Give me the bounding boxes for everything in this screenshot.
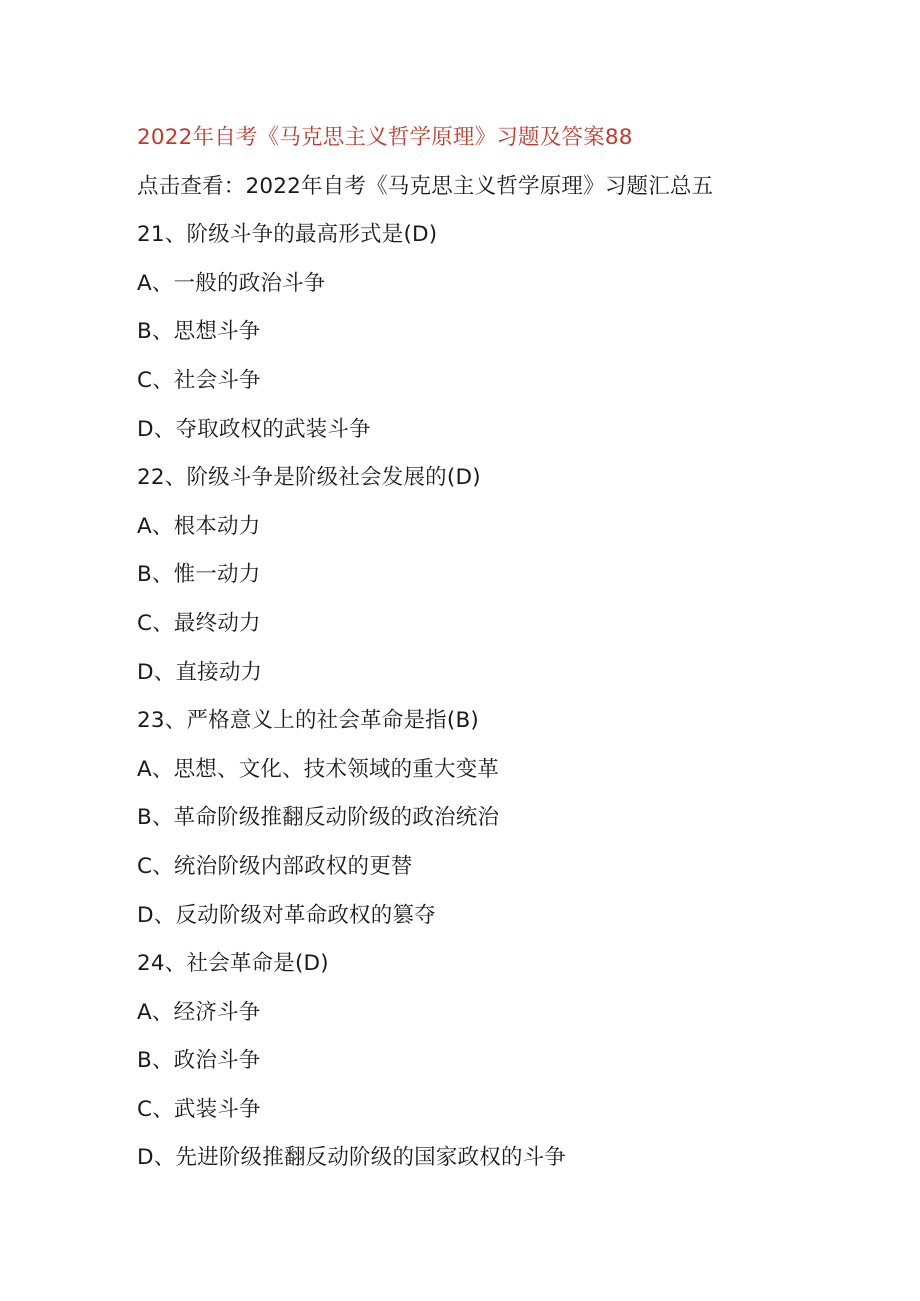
question-stem: 23、严格意义上的社会革命是指(B): [137, 708, 479, 734]
option-c: C、社会斗争: [137, 367, 261, 393]
option-c: C、武装斗争: [137, 1096, 261, 1122]
question-22: [137, 454, 877, 697]
option-a: A、根本动力: [137, 513, 261, 539]
option-d: D、夺取政权的武装斗争: [137, 416, 371, 442]
option-b: B、惟一动力: [137, 562, 261, 588]
option-c: C、最终动力: [137, 610, 261, 636]
document-title: 2022年自考《马克思主义哲学原理》习题及答案88: [137, 125, 633, 150]
view-summary-link[interactable]: 点击查看：2022年自考《马克思主义哲学原理》习题汇总五: [137, 173, 714, 199]
question-stem: 22、阶级斗争是阶级社会发展的(D): [137, 465, 481, 491]
option-d: D、直接动力: [137, 659, 263, 685]
question-24: [137, 940, 877, 1183]
question-21: [137, 211, 877, 454]
option-b: B、思想斗争: [137, 319, 261, 345]
question-23: [137, 697, 877, 940]
option-b: B、革命阶级推翻反动阶级的政治统治: [137, 805, 500, 831]
option-a: A、一般的政治斗争: [137, 270, 326, 296]
option-d: D、先进阶级推翻反动阶级的国家政权的斗争: [137, 1145, 567, 1171]
option-c: C、统治阶级内部政权的更替: [137, 853, 413, 879]
document-body: [137, 114, 877, 1183]
option-d: D、反动阶级对革命政权的篡夺: [137, 902, 436, 928]
question-stem: 21、阶级斗争的最高形式是(D): [137, 222, 438, 248]
option-a: A、经济斗争: [137, 999, 261, 1025]
option-b: B、政治斗争: [137, 1048, 261, 1074]
option-a: A、思想、文化、技术领域的重大变革: [137, 756, 500, 782]
question-stem: 24、社会革命是(D): [137, 951, 329, 977]
